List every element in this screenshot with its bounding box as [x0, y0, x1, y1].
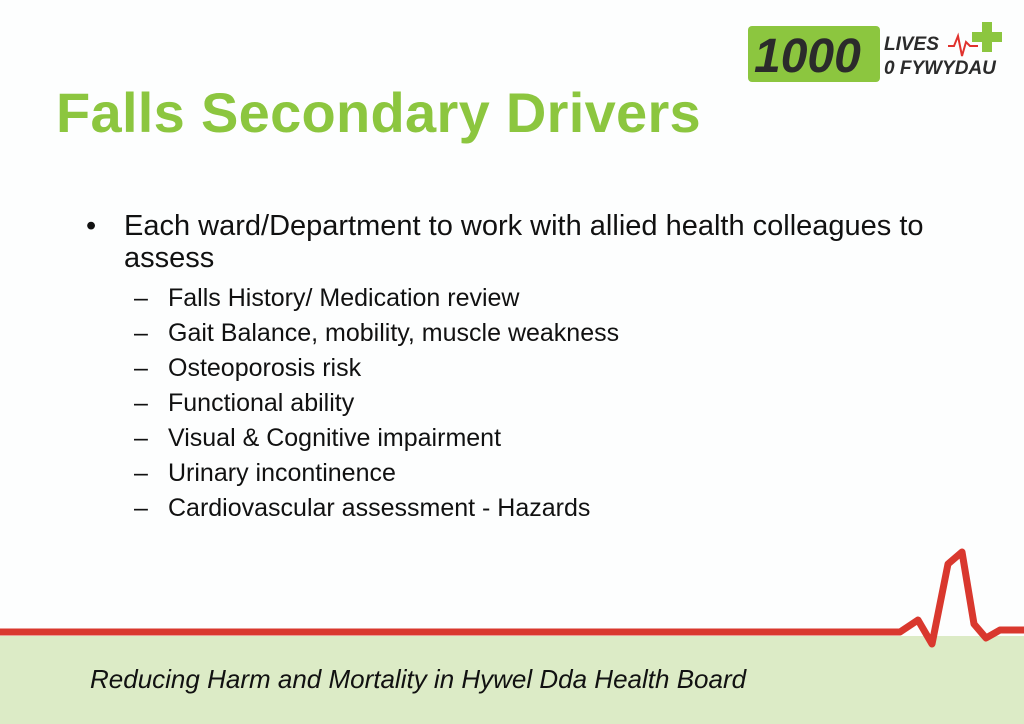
sub-bullet-list — [86, 281, 946, 526]
sub-bullet-text: Osteoporosis risk — [168, 354, 362, 382]
ecg-heartbeat-line — [0, 540, 1024, 650]
logo-line1: LIVES — [884, 34, 939, 55]
sub-bullet-item — [86, 351, 946, 386]
sub-bullet-item — [86, 491, 946, 526]
sub-bullet-text: Cardiovascular assessment - Hazards — [168, 494, 591, 522]
sub-bullet-item — [86, 456, 946, 491]
dash-marker: – — [134, 354, 148, 382]
sub-bullet-item — [86, 316, 946, 351]
footer-text: Reducing Harm and Mortality in Hywel Dda Health Board — [90, 664, 747, 694]
sub-bullet-text: Gait Balance, mobility, muscle weakness — [168, 319, 620, 347]
dash-marker: – — [134, 284, 148, 312]
slide-title: Falls Secondary Drivers — [56, 81, 701, 144]
sub-bullet-text: Functional ability — [168, 389, 355, 417]
sub-bullet-text: Urinary incontinence — [168, 459, 396, 487]
plus-icon — [972, 22, 1002, 52]
main-bullet — [86, 210, 946, 274]
dash-marker: – — [134, 319, 148, 347]
logo-line2: 0 FYWYDAU — [884, 58, 996, 79]
sub-bullet-text: Falls History/ Medication review — [168, 284, 520, 312]
slide-content — [86, 210, 946, 526]
dash-marker: – — [134, 424, 148, 452]
sub-bullet-item — [86, 281, 946, 316]
ecg-line-path — [0, 552, 1024, 644]
bullet-marker: • — [86, 210, 97, 242]
dash-marker: – — [134, 389, 148, 417]
dash-marker: – — [134, 494, 148, 522]
sub-bullet-item — [86, 386, 946, 421]
main-bullet-text: Each ward/Department to work with allied health colleagues to assess — [124, 210, 924, 274]
logo-number: 1000 — [754, 30, 861, 83]
1000-lives-logo — [748, 22, 1008, 84]
sub-bullet-item — [86, 421, 946, 456]
sub-bullet-text: Visual & Cognitive impairment — [168, 424, 502, 452]
dash-marker: – — [134, 459, 148, 487]
